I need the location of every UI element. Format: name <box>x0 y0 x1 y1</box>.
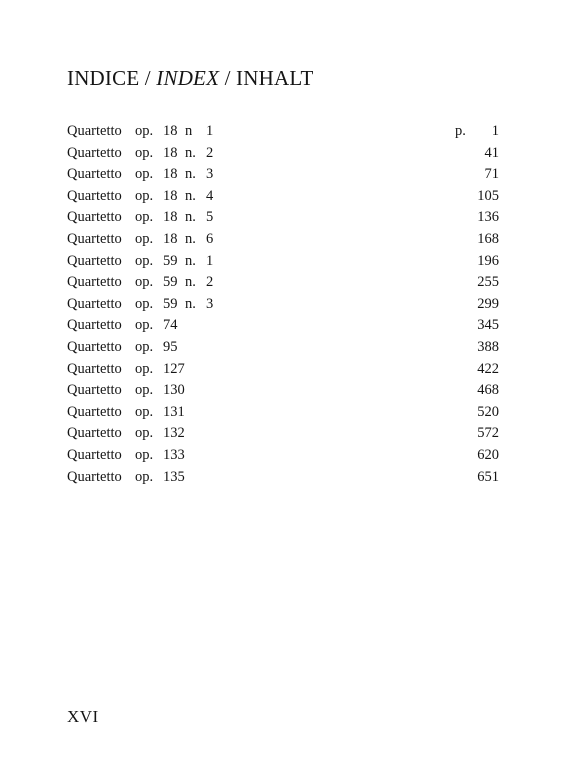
entry-title: Quartetto <box>67 360 122 377</box>
entry-n-label: n. <box>185 166 196 183</box>
toc-entry <box>67 359 499 381</box>
entry-sub-number: 6 <box>206 230 214 247</box>
toc-entry <box>67 467 499 489</box>
entry-title: Quartetto <box>67 425 122 442</box>
entry-opus-number: 18 <box>163 123 178 139</box>
toc-entry <box>67 143 499 165</box>
entry-op-label: op. <box>135 317 154 334</box>
toc-entry <box>67 186 499 208</box>
entry-n-label: n. <box>185 230 196 247</box>
entry-op-label: op. <box>135 144 154 161</box>
entry-op-label: op. <box>135 360 154 377</box>
entry-page-prefix: p. <box>455 123 466 139</box>
entry-page-number: 572 <box>477 425 499 442</box>
entry-op-label: op. <box>135 187 154 204</box>
entry-title: Quartetto <box>67 209 122 226</box>
toc-entry <box>67 251 499 273</box>
entry-opus-number: 130 <box>163 382 185 399</box>
title-inhalt: / INHALT <box>219 66 314 90</box>
toc-entry <box>67 445 499 467</box>
toc-entry <box>67 229 499 251</box>
entry-page-number: 299 <box>477 295 499 312</box>
entry-sub-number: 1 <box>206 123 214 139</box>
entry-page-number: 520 <box>477 403 499 420</box>
toc-entry <box>67 423 499 445</box>
entry-title: Quartetto <box>67 382 122 399</box>
entry-sub-number: 5 <box>206 209 214 226</box>
entry-page-number: 71 <box>484 166 499 183</box>
entry-opus-number: 59 <box>163 274 178 291</box>
entry-opus-number: 18 <box>163 230 178 247</box>
entry-op-label: op. <box>135 446 154 463</box>
entry-opus-number: 59 <box>163 252 178 269</box>
entry-title: Quartetto <box>67 123 122 139</box>
entry-n-label: n. <box>185 209 196 226</box>
entry-op-label: op. <box>135 209 154 226</box>
entry-sub-number: 2 <box>206 274 214 291</box>
entry-opus-number: 18 <box>163 166 178 183</box>
toc-entry <box>67 121 499 143</box>
entry-opus-number: 59 <box>163 295 178 312</box>
entry-title: Quartetto <box>67 166 122 183</box>
entry-op-label: op. <box>135 382 154 399</box>
page-title <box>67 66 313 91</box>
entry-title: Quartetto <box>67 446 122 463</box>
entry-title: Quartetto <box>67 144 122 161</box>
entry-page-number: 620 <box>477 446 499 463</box>
toc-entry <box>67 315 499 337</box>
entry-n-label: n. <box>185 252 196 269</box>
entry-n-label: n. <box>185 144 196 161</box>
entry-page-number: 1 <box>491 123 499 139</box>
entry-title: Quartetto <box>67 403 122 420</box>
entry-opus-number: 127 <box>163 360 185 377</box>
entry-n-label: n. <box>185 274 196 291</box>
toc-entry <box>67 272 499 294</box>
entry-sub-number: 4 <box>206 187 214 204</box>
entry-opus-number: 133 <box>163 446 185 463</box>
entry-op-label: op. <box>135 403 154 420</box>
table-of-contents <box>67 121 499 488</box>
entry-title: Quartetto <box>67 230 122 247</box>
entry-page-number: 136 <box>477 209 499 226</box>
toc-entry <box>67 294 499 316</box>
entry-opus-number: 18 <box>163 187 178 204</box>
entry-title: Quartetto <box>67 252 122 269</box>
entry-title: Quartetto <box>67 338 122 355</box>
entry-sub-number: 3 <box>206 166 214 183</box>
entry-opus-number: 74 <box>163 317 178 334</box>
toc-entry <box>67 337 499 359</box>
entry-op-label: op. <box>135 166 154 183</box>
entry-op-label: op. <box>135 274 154 291</box>
entry-page-number: 388 <box>477 338 499 355</box>
entry-op-label: op. <box>135 468 154 485</box>
title-index: INDEX <box>156 66 220 90</box>
entry-n-label: n. <box>185 187 196 204</box>
entry-op-label: op. <box>135 230 154 247</box>
entry-n-label: n <box>185 123 193 139</box>
entry-page-number: 41 <box>484 144 499 161</box>
entry-page-number: 168 <box>477 230 499 247</box>
entry-opus-number: 135 <box>163 468 185 485</box>
entry-n-label: n. <box>185 295 196 312</box>
entry-sub-number: 2 <box>206 144 214 161</box>
entry-page-number: 196 <box>477 252 499 269</box>
entry-op-label: op. <box>135 295 154 312</box>
entry-page-number: 255 <box>477 274 499 291</box>
entry-page-number: 468 <box>477 382 499 399</box>
entry-op-label: op. <box>135 425 154 442</box>
entry-opus-number: 132 <box>163 425 185 442</box>
entry-title: Quartetto <box>67 317 122 334</box>
entry-title: Quartetto <box>67 187 122 204</box>
toc-entry <box>67 164 499 186</box>
entry-title: Quartetto <box>67 274 122 291</box>
entry-page-number: 422 <box>477 360 499 377</box>
toc-entry <box>67 380 499 402</box>
entry-title: Quartetto <box>67 295 122 312</box>
entry-sub-number: 1 <box>206 252 214 269</box>
entry-page-number: 651 <box>477 468 499 485</box>
title-indice: INDICE / <box>67 66 157 90</box>
toc-entry <box>67 207 499 229</box>
page-number: XVI <box>67 707 99 726</box>
entry-op-label: op. <box>135 338 154 355</box>
entry-sub-number: 3 <box>206 295 214 312</box>
entry-opus-number: 18 <box>163 209 178 226</box>
entry-op-label: op. <box>135 123 154 139</box>
entry-page-number: 105 <box>477 187 499 204</box>
entry-opus-number: 18 <box>163 144 178 161</box>
entry-opus-number: 131 <box>163 403 185 420</box>
entry-op-label: op. <box>135 252 154 269</box>
entry-opus-number: 95 <box>163 338 178 355</box>
entry-page-number: 345 <box>477 317 499 334</box>
toc-entry <box>67 402 499 424</box>
entry-title: Quartetto <box>67 468 122 485</box>
